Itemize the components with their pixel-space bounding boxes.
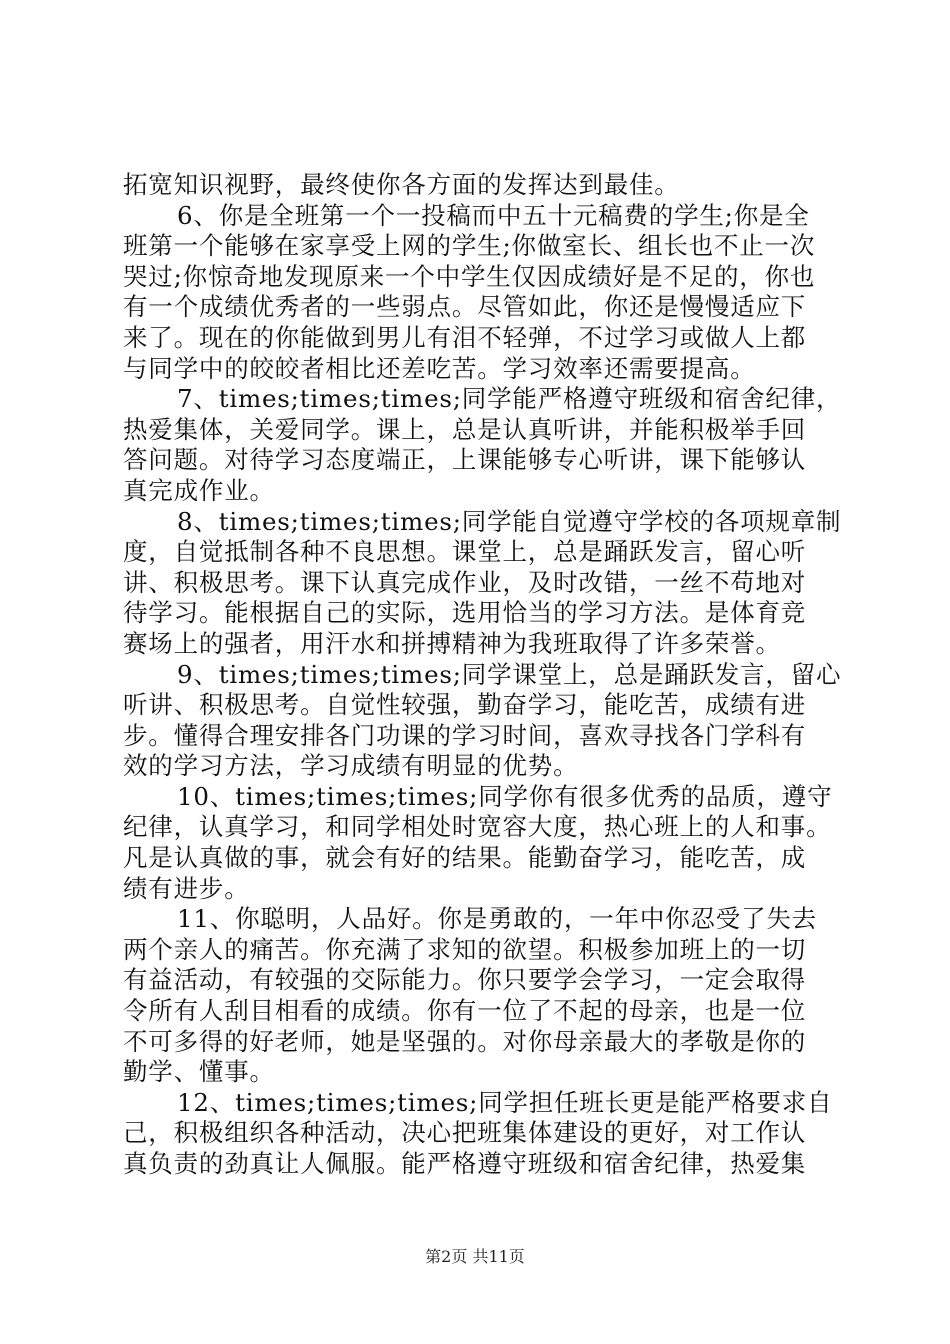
text-line: 8、times;times;times;同学能自觉遵守学校的各项规章制 xyxy=(177,506,842,536)
text-line: 来了。现在的你能做到男儿有泪不轻弹，不过学习或做人上都 xyxy=(123,322,807,352)
text-line: 有一个成绩优秀者的一些弱点。尽管如此，你还是慢慢适应下 xyxy=(123,292,807,322)
text-line: 待学习。能根据自己的实际，选用恰当的学习方法。是体育竞 xyxy=(123,598,807,628)
text-line: 讲、积极思考。课下认真完成作业，及时改错，一丝不苟地对 xyxy=(123,567,807,597)
text-line: 不可多得的好老师，她是坚强的。对你母亲最大的孝敬是你的 xyxy=(123,1026,807,1056)
text-line: 绩有进步。 xyxy=(123,873,250,903)
text-line: 真负责的劲真让人佩服。能严格遵守班级和宿舍纪律，热爱集 xyxy=(123,1149,807,1178)
text-line: 9、times;times;times;同学课堂上，总是踊跃发言，留心 xyxy=(177,659,842,689)
text-line: 纪律，认真学习，和同学相处时宽容大度，热心班上的人和事。 xyxy=(123,812,832,842)
text-line: 与同学中的皎皎者相比还差吃苦。学习效率还需要提高。 xyxy=(123,353,756,383)
document-body xyxy=(123,170,842,1180)
text-line: 7、times;times;times;同学能严格遵守班级和宿舍纪律， xyxy=(177,384,842,414)
text-line: 12、times;times;times;同学担任班长更是能严格要求自 xyxy=(177,1087,833,1117)
text-line: 听讲、积极思考。自觉性较强，勤奋学习，能吃苦，成绩有进 xyxy=(123,690,807,720)
text-line: 拓宽知识视野，最终使你各方面的发挥达到最佳。 xyxy=(123,170,680,199)
text-line: 两个亲人的痛苦。你充满了求知的欲望。积极参加班上的一切 xyxy=(123,934,807,964)
text-line: 度，自觉抵制各种不良思想。课堂上，总是踊跃发言，留心听 xyxy=(123,537,807,567)
page-footer: 第2页 共11页 xyxy=(425,1247,525,1266)
text-line: 己，积极组织各种活动，决心把班集体建设的更好，对工作认 xyxy=(123,1118,807,1148)
text-line: 勤学、懂事。 xyxy=(123,1057,275,1087)
text-line: 11、你聪明，人品好。你是勇敢的，一年中你忍受了失去 xyxy=(177,904,817,934)
text-line: 凡是认真做的事，就会有好的结果。能勤奋学习，能吃苦，成 xyxy=(123,843,807,873)
text-line: 有益活动，有较强的交际能力。你只要学会学习，一定会取得 xyxy=(123,965,807,995)
text-line: 班第一个能够在家享受上网的学生;你做室长、组长也不止一次 xyxy=(123,231,816,261)
text-line: 10、times;times;times;同学你有很多优秀的品质，遵守 xyxy=(177,781,833,811)
text-line: 6、你是全班第一个一投稿而中五十元稿费的学生;你是全 xyxy=(177,200,810,230)
text-line: 效的学习方法，学习成绩有明显的优势。 xyxy=(123,751,579,781)
text-line: 令所有人刮目相看的成绩。你有一位了不起的母亲，也是一位 xyxy=(123,996,807,1026)
text-line: 真完成作业。 xyxy=(123,475,275,505)
text-line: 答问题。对待学习态度端正，上课能够专心听讲，课下能够认 xyxy=(123,445,807,475)
text-line: 哭过;你惊奇地发现原来一个中学生仅因成绩好是不足的，你也 xyxy=(123,261,816,291)
text-line: 步。懂得合理安排各门功课的学习时间，喜欢寻找各门学科有 xyxy=(123,720,807,750)
text-line: 赛场上的强者，用汗水和拼搏精神为我班取得了许多荣誉。 xyxy=(123,628,781,658)
text-line: 热爱集体，关爱同学。课上，总是认真听讲，并能积极举手回 xyxy=(123,414,807,444)
